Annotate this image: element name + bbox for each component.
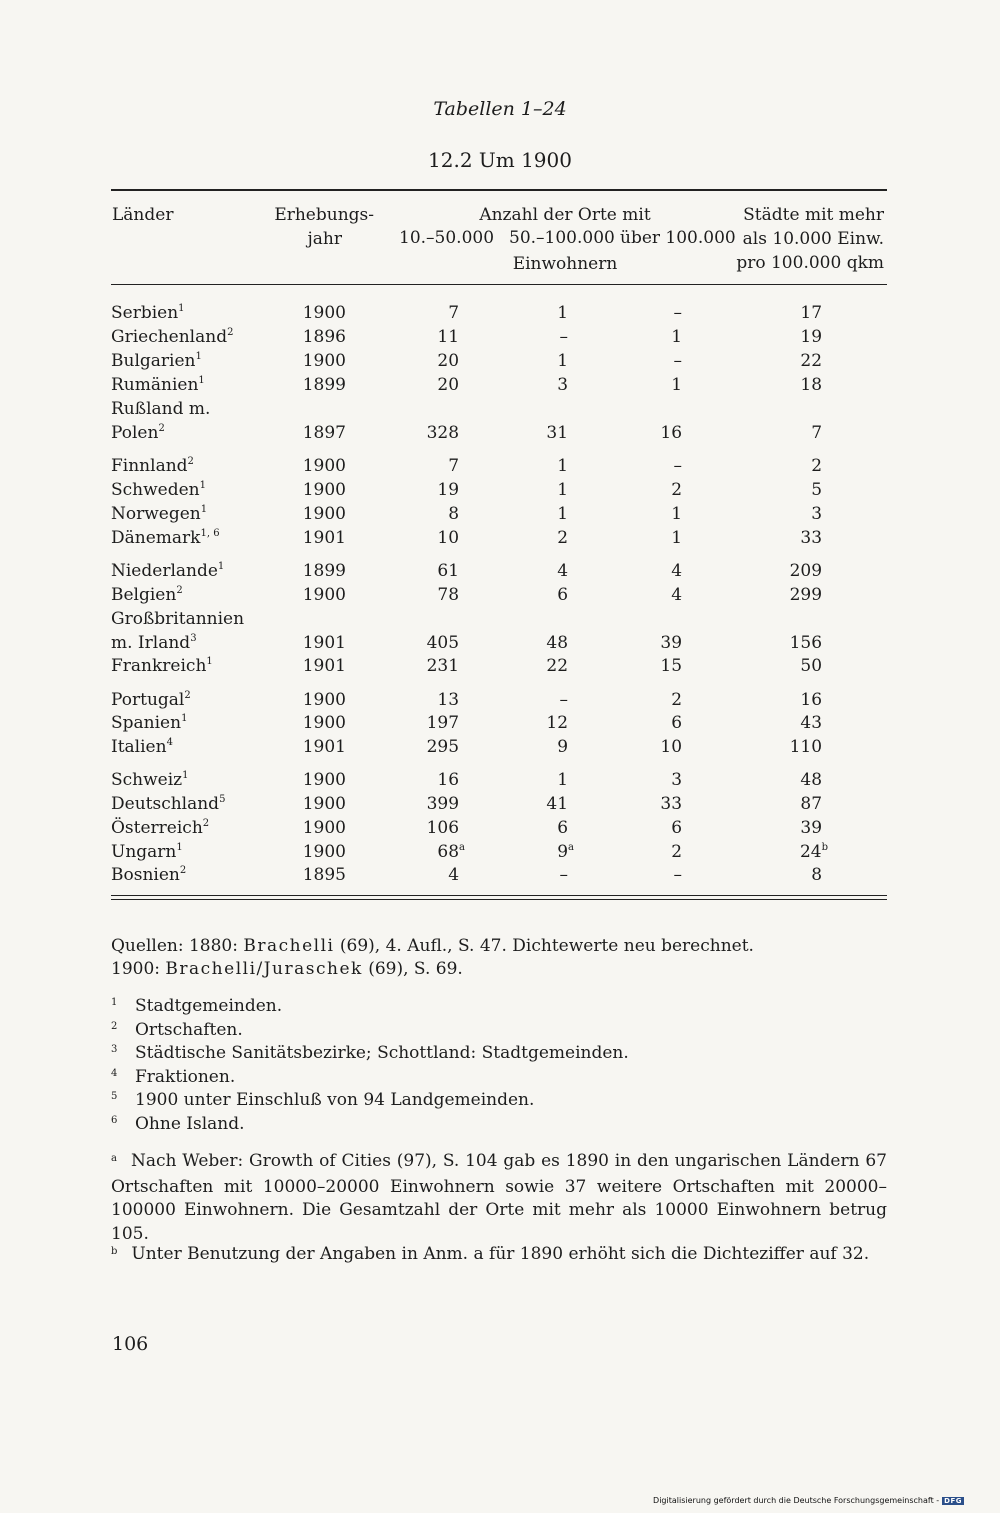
- cell-country: Ungarn$^1$: [111, 842, 183, 862]
- cell-country: Polen$^2$: [111, 423, 165, 443]
- cell-50-100k: 48: [546, 633, 569, 653]
- cell-over-100k: –: [673, 351, 683, 371]
- running-head: Tabellen 1–24: [433, 98, 567, 120]
- footnote-mark: 2: [111, 1020, 118, 1032]
- footnote-text: Stadtgemeinden.: [135, 996, 283, 1016]
- footnote-4: [111, 1066, 629, 1090]
- cell-year: 1900: [302, 351, 346, 371]
- header-range-3: über 100.000: [620, 228, 736, 248]
- cell-density: 209: [789, 561, 823, 581]
- cell-over-100k: 33: [660, 794, 683, 814]
- cell-year: 1900: [302, 794, 346, 814]
- header-anzahl: Anzahl der Orte mit: [479, 205, 651, 225]
- cell-50-100k: 2: [557, 528, 569, 548]
- cell-10-50k: 8: [448, 504, 460, 524]
- digitization-note: [653, 1496, 964, 1505]
- cell-density: 24$^b$: [799, 842, 828, 862]
- cell-country: Großbritannien: [111, 609, 245, 629]
- footnote-1: [111, 995, 629, 1019]
- cell-density: 43: [800, 713, 823, 733]
- cell-density: 3: [811, 504, 823, 524]
- cell-country: Serbien$^1$: [111, 303, 185, 323]
- cell-country: Dänemark$^{1, 6}$: [111, 528, 220, 548]
- cell-10-50k: 13: [437, 690, 460, 710]
- cell-year: 1900: [302, 842, 346, 862]
- cell-density: 87: [800, 794, 823, 814]
- cell-country: Finnland$^2$: [111, 456, 194, 476]
- cell-country: Deutschland$^5$: [111, 794, 226, 814]
- cell-year: 1900: [302, 303, 346, 323]
- cell-density: 299: [789, 585, 823, 605]
- cell-10-50k: 61: [437, 561, 460, 581]
- cell-10-50k: 11: [437, 327, 460, 347]
- table-title: 12.2 Um 1900: [428, 148, 572, 172]
- cell-country: Griechenland$^2$: [111, 327, 234, 347]
- cell-over-100k: 4: [671, 585, 683, 605]
- cell-50-100k: 22: [546, 656, 569, 676]
- header-range-1: 10.–50.000: [399, 228, 495, 248]
- cell-density: 156: [789, 633, 823, 653]
- cell-over-100k: 15: [660, 656, 683, 676]
- header-staedte-line-2: als 10.000 Einw.: [742, 229, 884, 249]
- table-bottom-rule-1: [111, 895, 887, 896]
- footnote-text: 1900 unter Einschluß von 94 Landgemeinden.: [135, 1090, 535, 1110]
- cell-50-100k: 1: [557, 504, 569, 524]
- cell-year: 1900: [302, 770, 346, 790]
- cell-year: 1901: [302, 737, 346, 757]
- cell-country: Spanien$^1$: [111, 713, 188, 733]
- cell-10-50k: 328: [426, 423, 460, 443]
- cell-country: Bulgarien$^1$: [111, 351, 202, 371]
- cell-country: m. Irland$^3$: [111, 633, 197, 653]
- cell-10-50k: 20: [437, 375, 460, 395]
- header-einwohnern: Einwohnern: [512, 254, 618, 274]
- cell-over-100k: 16: [660, 423, 683, 443]
- footnote-text: Ortschaften.: [135, 1019, 243, 1040]
- cell-year: 1899: [302, 561, 346, 581]
- cell-density: 8: [811, 865, 823, 885]
- cell-year: 1901: [302, 656, 346, 676]
- cell-10-50k: 4: [448, 865, 460, 885]
- cell-10-50k: 231: [426, 656, 460, 676]
- sources-1880-ref: (69), 4. Aufl., S. 47. Dichtewerte neu berechnet.: [339, 936, 754, 956]
- note-b-mark: b: [111, 1246, 118, 1257]
- cell-year: 1897: [302, 423, 346, 443]
- cell-density: 7: [811, 423, 823, 443]
- cell-country: Österreich$^2$: [111, 818, 210, 838]
- cell-50-100k: 1: [557, 770, 569, 790]
- sources-line-1: [111, 935, 754, 958]
- cell-density: 33: [800, 528, 823, 548]
- cell-10-50k: 405: [426, 633, 460, 653]
- header-range-2: 50.–100.000: [509, 228, 615, 248]
- cell-year: 1895: [302, 865, 346, 885]
- cell-50-100k: 4: [557, 561, 569, 581]
- cell-year: 1900: [302, 818, 346, 838]
- cell-over-100k: 2: [671, 480, 683, 500]
- cell-50-100k: 3: [557, 375, 569, 395]
- note-b-text: Unter Benutzung der Angaben in Anm. a für 1890 erhöht sich die Dichteziffer auf 32.: [131, 1244, 870, 1264]
- cell-country: Belgien$^2$: [111, 585, 183, 605]
- cell-over-100k: 4: [671, 561, 683, 581]
- cell-over-100k: 1: [671, 528, 683, 548]
- cell-50-100k: 31: [546, 423, 569, 443]
- cell-over-100k: 1: [671, 327, 683, 347]
- cell-10-50k: 19: [437, 480, 460, 500]
- cell-10-50k: 197: [426, 713, 460, 733]
- note-a-text: Nach Weber: Growth of Cities (97), S. 104 gab es 1890 in den ungarischen Ländern 67 Ortschaften mit 10000–20000 Einwohnern sowie 37 weitere Ortschaften mit 20000–100000 Einwohnern. Die Gesamtzahl der Orte mit mehr als 10000 Einwohnern betrug 105.: [111, 1151, 887, 1244]
- cell-country: Rumänien$^1$: [111, 375, 205, 395]
- sources-label: Quellen:: [111, 936, 184, 956]
- footnote-2: [111, 1019, 629, 1043]
- cell-10-50k: 295: [426, 737, 460, 757]
- cell-10-50k: 16: [437, 770, 460, 790]
- footnote-6: [111, 1113, 629, 1137]
- footnote-5: [111, 1089, 629, 1113]
- cell-year: 1900: [302, 456, 346, 476]
- cell-country: Schweden$^1$: [111, 480, 206, 500]
- cell-over-100k: –: [673, 303, 683, 323]
- footnote-3: [111, 1042, 629, 1066]
- cell-50-100k: –: [559, 690, 569, 710]
- cell-50-100k: 1: [557, 303, 569, 323]
- footnote-mark: 3: [111, 1044, 118, 1055]
- cell-country: Norwegen$^1$: [111, 504, 208, 524]
- cell-10-50k: 20: [437, 351, 460, 371]
- sources: [111, 935, 754, 981]
- cell-country: Bosnien$^2$: [111, 865, 187, 885]
- footnote-mark: 5: [111, 1091, 118, 1102]
- cell-density: 2: [811, 456, 823, 476]
- header-staedte-line-1: Städte mit mehr: [743, 205, 884, 225]
- sources-line-2: [111, 958, 754, 981]
- cell-country: Niederlande$^1$: [111, 561, 225, 581]
- note-a-mark: a: [111, 1153, 117, 1164]
- footnote-text: Ohne Island.: [135, 1113, 245, 1134]
- cell-10-50k: 106: [426, 818, 460, 838]
- cell-year: 1900: [302, 585, 346, 605]
- cell-year: 1900: [302, 504, 346, 524]
- cell-50-100k: 9: [557, 737, 569, 757]
- cell-50-100k: –: [559, 865, 569, 885]
- cell-over-100k: 39: [660, 633, 683, 653]
- cell-year: 1896: [302, 327, 346, 347]
- cell-50-100k: 6: [557, 585, 569, 605]
- sources-1900-year: 1900:: [111, 959, 160, 979]
- cell-50-100k: 9$^a$: [557, 842, 574, 862]
- cell-50-100k: 1: [557, 456, 569, 476]
- cell-10-50k: 7: [448, 303, 460, 323]
- cell-density: 48: [800, 770, 823, 790]
- cell-density: 50: [800, 656, 823, 676]
- cell-10-50k: 78: [437, 585, 460, 605]
- cell-10-50k: 7: [448, 456, 460, 476]
- cell-10-50k: 10: [437, 528, 460, 548]
- footnote-mark: 4: [111, 1067, 118, 1079]
- cell-over-100k: 10: [660, 737, 683, 757]
- header-erhebungs: Erhebungs-: [274, 205, 374, 225]
- cell-year: 1901: [302, 633, 346, 653]
- note-a: [111, 1150, 887, 1246]
- cell-density: 5: [811, 480, 823, 500]
- cell-50-100k: 6: [557, 818, 569, 838]
- cell-density: 17: [800, 303, 823, 323]
- footnote-list: [111, 995, 629, 1136]
- cell-year: 1900: [302, 480, 346, 500]
- cell-over-100k: 1: [671, 375, 683, 395]
- cell-over-100k: 6: [671, 818, 683, 838]
- cell-density: 110: [789, 737, 823, 757]
- cell-10-50k: 68$^a$: [437, 842, 465, 862]
- cell-country: Schweiz$^1$: [111, 770, 189, 790]
- cell-year: 1900: [302, 713, 346, 733]
- cell-country: Italien$^4$: [111, 737, 173, 757]
- cell-country: Portugal$^2$: [111, 690, 191, 710]
- footnote-text: Fraktionen.: [135, 1066, 236, 1087]
- sources-1880-year: 1880:: [188, 936, 238, 956]
- cell-over-100k: –: [673, 865, 683, 885]
- header-laender: Länder: [112, 205, 174, 225]
- cell-over-100k: 2: [671, 842, 683, 862]
- cell-year: 1901: [302, 528, 346, 548]
- cell-density: 39: [800, 818, 823, 838]
- cell-over-100k: –: [673, 456, 683, 476]
- cell-density: 18: [800, 375, 823, 395]
- digitization-text: Digitalisierung gefördert durch die Deutsche Forschungsgemeinschaft -: [653, 1496, 940, 1505]
- cell-50-100k: –: [559, 327, 569, 347]
- footnote-text: Städtische Sanitätsbezirke; Schottland: Stadtgemeinden.: [135, 1043, 629, 1063]
- cell-country: Frankreich$^1$: [111, 656, 213, 676]
- cell-over-100k: 6: [671, 713, 683, 733]
- dfg-logo: DFG: [944, 1496, 962, 1505]
- sources-1900-ref: (69), S. 69.: [368, 959, 463, 979]
- sources-1880-author: Brachelli: [243, 936, 335, 956]
- cell-over-100k: 2: [671, 690, 683, 710]
- header-jahr: jahr: [307, 229, 342, 249]
- cell-density: 16: [800, 690, 823, 710]
- cell-country: Rußland m.: [111, 399, 211, 419]
- page-number: 106: [112, 1333, 149, 1355]
- note-b: [111, 1243, 887, 1269]
- cell-year: 1899: [302, 375, 346, 395]
- cell-10-50k: 399: [426, 794, 460, 814]
- cell-50-100k: 1: [557, 480, 569, 500]
- cell-50-100k: 12: [546, 713, 569, 733]
- cell-density: 19: [800, 327, 823, 347]
- cell-over-100k: 3: [671, 770, 683, 790]
- cell-year: 1900: [302, 690, 346, 710]
- table-bottom-rule-2: [111, 899, 887, 900]
- cell-50-100k: 1: [557, 351, 569, 371]
- cell-50-100k: 41: [546, 794, 569, 814]
- cell-over-100k: 1: [671, 504, 683, 524]
- sources-1900-author: Brachelli/Juraschek: [165, 959, 363, 979]
- footnote-mark: 1: [111, 997, 118, 1008]
- footnote-mark: 6: [111, 1114, 118, 1126]
- header-staedte-line-3: pro 100.000 qkm: [736, 253, 884, 273]
- cell-density: 22: [800, 351, 823, 371]
